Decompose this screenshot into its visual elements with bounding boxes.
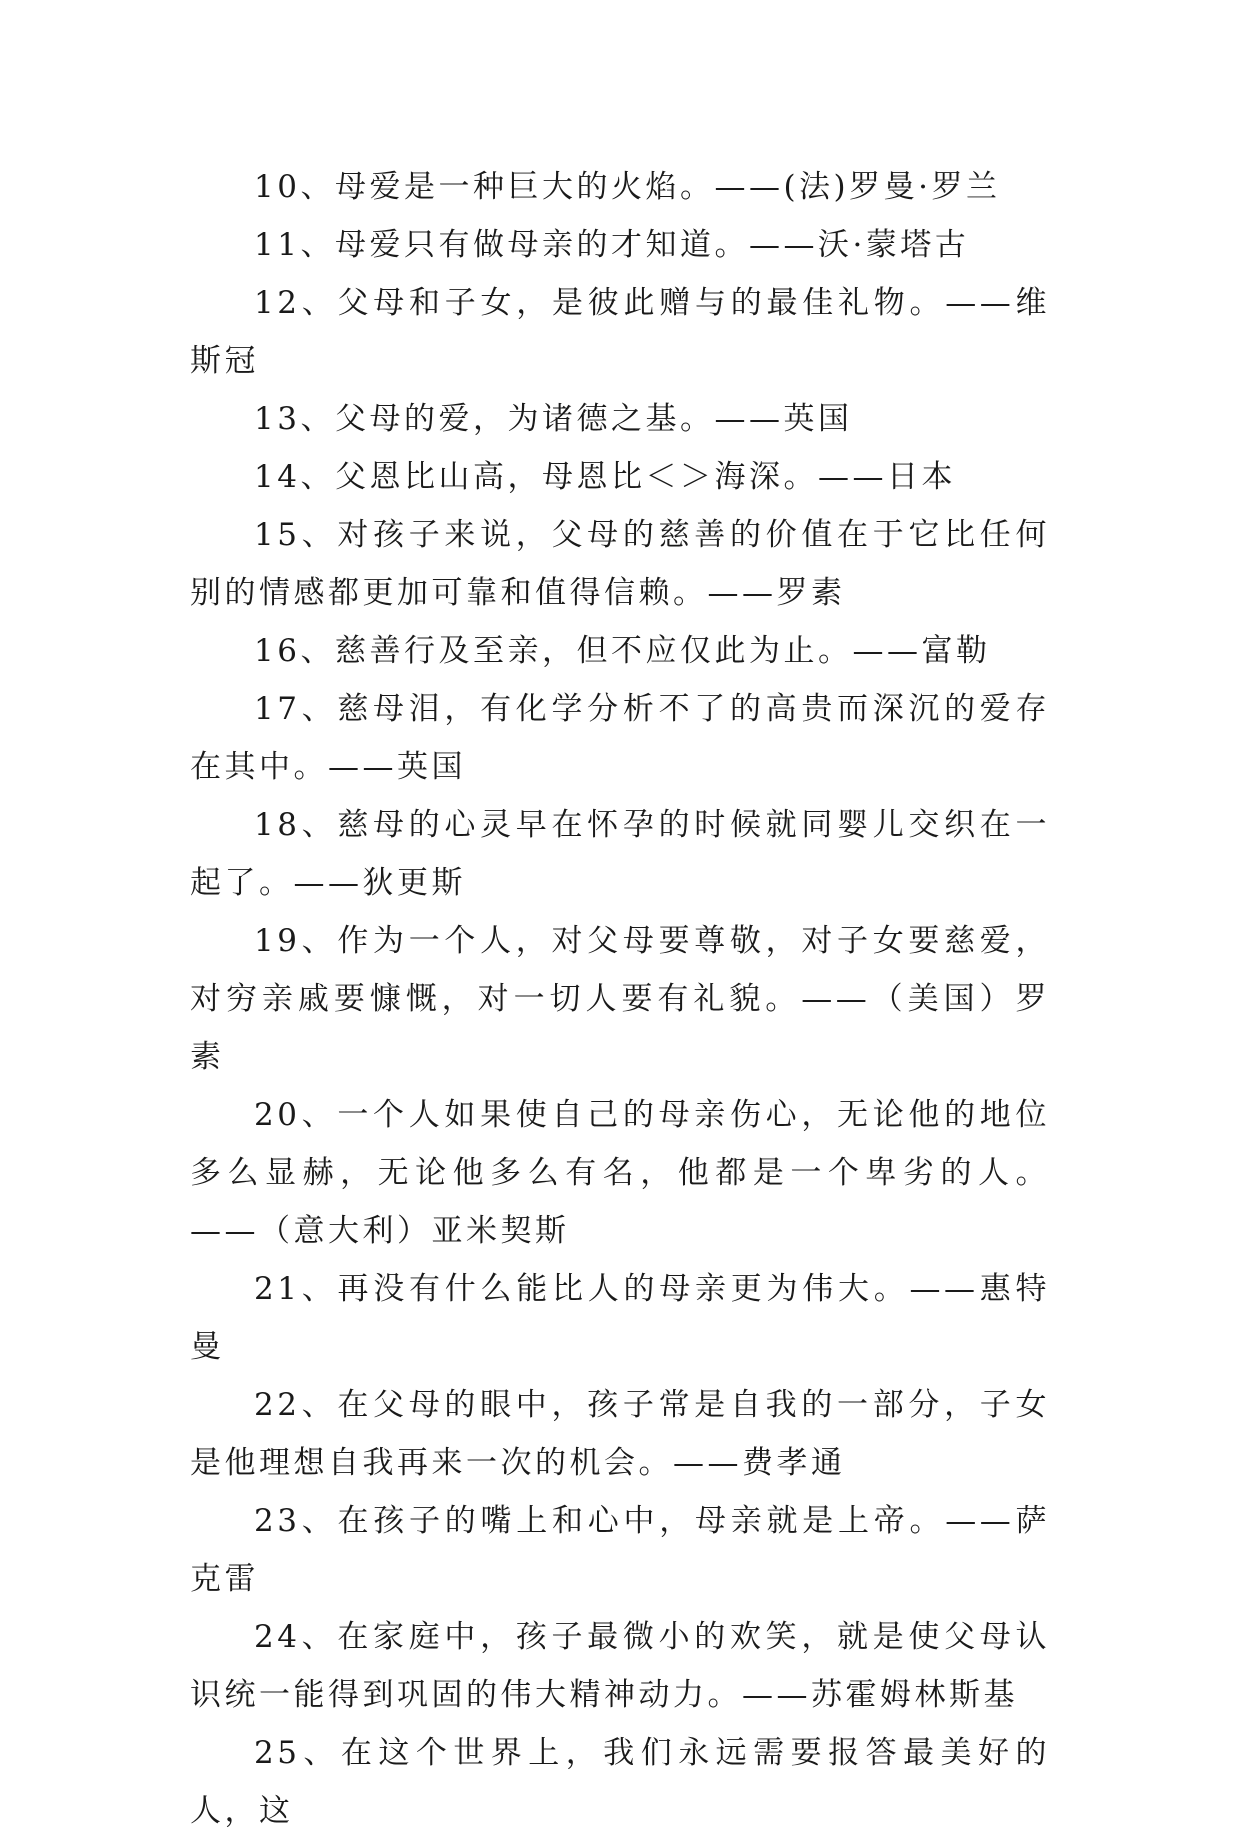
quote-paragraph: 14、父恩比山高，母恩比＜＞海深。——日本 [254,459,956,495]
quote-paragraph: 23、在孩子的嘴上和心中，母亲就是上帝。——萨克雷 [190,1503,1050,1597]
quote-list [190,158,1050,1840]
quote-paragraph: 24、在家庭中，孩子最微小的欢笑，就是使父母认识统一能得到巩固的伟大精神动力。——苏霍姆林斯基 [190,1619,1050,1713]
quote-paragraph: 25、在这个世界上，我们永远需要报答最美好的人，这 [190,1735,1050,1829]
quote-paragraph: 11、母爱只有做母亲的才知道。——沃·蒙塔古 [254,227,970,263]
quote-paragraph: 12、父母和子女，是彼此赠与的最佳礼物。——维斯冠 [190,285,1050,379]
quote-paragraph: 15、对孩子来说，父母的慈善的价值在于它比任何别的情感都更加可靠和值得信赖。——罗素 [190,517,1050,611]
quote-paragraph: 10、母爱是一种巨大的火焰。——(法)罗曼·罗兰 [254,169,1001,205]
quote-paragraph: 17、慈母泪，有化学分析不了的高贵而深沉的爱存在其中。——英国 [190,691,1050,785]
quote-paragraph: 22、在父母的眼中，孩子常是自我的一部分，子女是他理想自我再来一次的机会。——费孝通 [190,1387,1050,1481]
quote-paragraph: 18、慈母的心灵早在怀孕的时候就同婴儿交织在一起了。——狄更斯 [190,807,1050,901]
quote-paragraph: 19、作为一个人，对父母要尊敬，对子女要慈爱，对穷亲戚要慷慨，对一切人要有礼貌。——（美国）罗素 [190,923,1050,1075]
quote-paragraph: 13、父母的爱，为诸德之基。——英国 [254,401,853,437]
quote-paragraph: 21、再没有什么能比人的母亲更为伟大。——惠特曼 [190,1271,1050,1365]
quote-paragraph: 16、慈善行及至亲，但不应仅此为止。——富勒 [254,633,991,669]
quote-paragraph: 20、一个人如果使自己的母亲伤心，无论他的地位多么显赫，无论他多么有名，他都是一个卑劣的人。——（意大利）亚米契斯 [190,1097,1050,1249]
